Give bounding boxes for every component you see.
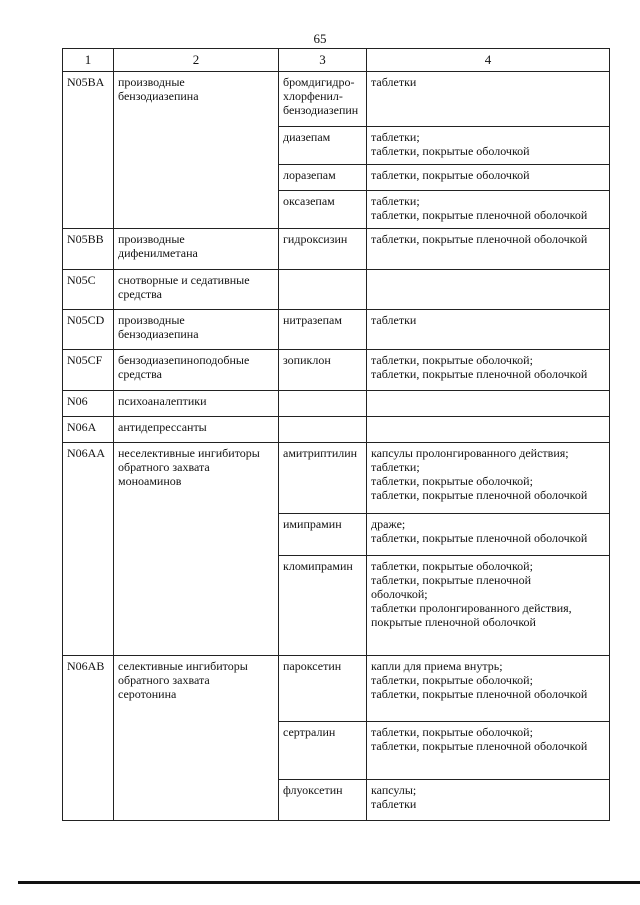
dosage-form-cell	[367, 417, 610, 443]
drug-name-cell-line: флуоксетин	[283, 783, 343, 797]
dosage-form-cell-line: капсулы;	[371, 783, 417, 797]
dosage-form-cell-line: таблетки, покрытые оболочкой;	[371, 559, 533, 573]
dosage-form-cell	[367, 556, 610, 656]
dosage-form-cell	[367, 127, 610, 165]
group-cell	[114, 310, 279, 350]
dosage-form-cell-line: капли для приема внутрь;	[371, 659, 503, 673]
atc-code-cell: N05CD	[63, 310, 114, 350]
table-row	[63, 443, 610, 514]
drug-name-cell	[279, 229, 367, 270]
group-cell-line: психоаналептики	[118, 394, 207, 408]
dosage-form-cell-line: таблетки, покрытые пленочной оболочкой	[371, 488, 588, 502]
group-cell-line: производные	[118, 232, 185, 246]
atc-code-cell: N05C	[63, 270, 114, 310]
drug-name-cell-line: сертралин	[283, 725, 336, 739]
dosage-form-cell	[367, 722, 610, 780]
group-cell	[114, 443, 279, 656]
dosage-form-cell-line: таблетки, покрытые оболочкой;	[371, 474, 533, 488]
group-cell-line: бензодиазепина	[118, 327, 199, 341]
dosage-form-cell	[367, 229, 610, 270]
drug-name-cell-line: кломипрамин	[283, 559, 353, 573]
dosage-form-cell-line: таблетки, покрытые пленочной оболочкой	[371, 367, 588, 381]
dosage-form-cell-line: таблетки, покрытые пленочной оболочкой	[371, 232, 588, 246]
group-cell	[114, 391, 279, 417]
drug-name-cell	[279, 270, 367, 310]
dosage-form-cell-line: таблетки;	[371, 460, 420, 474]
drug-name-cell-line: амитриптилин	[283, 446, 358, 460]
dosage-form-cell	[367, 391, 610, 417]
drug-name-cell	[279, 556, 367, 656]
dosage-form-cell	[367, 656, 610, 722]
drug-name-cell-line: лоразепам	[283, 168, 336, 182]
drug-name-cell-line: бензодиазепин	[283, 103, 359, 117]
column-header-3: 3	[279, 49, 367, 72]
drug-name-cell	[279, 72, 367, 127]
atc-code-cell: N06AB	[63, 656, 114, 821]
dosage-form-cell-line: таблетки пролонгированного действия,	[371, 601, 572, 615]
group-cell	[114, 417, 279, 443]
drug-name-cell	[279, 780, 367, 821]
group-cell-line: моноаминов	[118, 474, 182, 488]
drug-name-cell-line: пароксетин	[283, 659, 342, 673]
atc-code-cell: N05CF	[63, 350, 114, 391]
dosage-form-cell-line: таблетки, покрытые оболочкой;	[371, 673, 533, 687]
drug-name-cell	[279, 514, 367, 556]
dosage-form-cell-line: таблетки;	[371, 130, 420, 144]
drug-name-cell	[279, 310, 367, 350]
table-row	[63, 310, 610, 350]
atc-code-cell: N06AA	[63, 443, 114, 656]
drug-name-cell	[279, 656, 367, 722]
group-cell-line: обратного захвата	[118, 460, 210, 474]
group-cell-line: селективные ингибиторы	[118, 659, 248, 673]
dosage-form-cell-line: покрытые пленочной оболочкой	[371, 615, 536, 629]
dosage-form-cell-line: таблетки, покрытые оболочкой;	[371, 725, 533, 739]
dosage-form-cell	[367, 443, 610, 514]
column-header-1: 1	[63, 49, 114, 72]
group-cell-line: неселективные ингибиторы	[118, 446, 260, 460]
drug-name-cell	[279, 443, 367, 514]
drug-name-cell-line: гидроксизин	[283, 232, 348, 246]
dosage-form-cell-line: таблетки, покрытые пленочной оболочкой	[371, 531, 588, 545]
column-header-4: 4	[367, 49, 610, 72]
dosage-form-cell-line: драже;	[371, 517, 406, 531]
dosage-form-cell-line: таблетки;	[371, 194, 420, 208]
group-cell	[114, 270, 279, 310]
dosage-form-cell-line: таблетки, покрытые пленочной оболочкой	[371, 739, 588, 753]
drug-table	[62, 48, 610, 821]
drug-name-cell-line: диазепам	[283, 130, 331, 144]
drug-name-cell-line: хлорфенил-	[283, 89, 343, 103]
drug-name-cell-line: оксазепам	[283, 194, 335, 208]
table-header-row	[63, 49, 610, 72]
drug-name-cell	[279, 391, 367, 417]
dosage-form-cell	[367, 270, 610, 310]
dosage-form-cell	[367, 165, 610, 191]
page-number: 65	[313, 31, 327, 46]
drug-name-cell	[279, 722, 367, 780]
table-row	[63, 391, 610, 417]
drug-name-cell	[279, 165, 367, 191]
group-cell-line: антидепрессанты	[118, 420, 207, 434]
group-cell-line: бензодиазепиноподобные	[118, 353, 250, 367]
drug-name-cell	[279, 350, 367, 391]
group-cell-line: производные	[118, 313, 185, 327]
group-cell-line: обратного захвата	[118, 673, 210, 687]
dosage-form-cell-line: таблетки	[371, 797, 417, 811]
dosage-form-cell	[367, 350, 610, 391]
dosage-form-cell-line: таблетки, покрытые пленочной	[371, 573, 532, 587]
table-row	[63, 417, 610, 443]
dosage-form-cell	[367, 191, 610, 229]
group-cell-line: бензодиазепина	[118, 89, 199, 103]
group-cell	[114, 72, 279, 229]
table-row	[63, 72, 610, 127]
group-cell-line: средства	[118, 367, 163, 381]
group-cell-line: производные	[118, 75, 185, 89]
drug-name-cell	[279, 191, 367, 229]
table-body	[63, 72, 610, 821]
dosage-form-cell-line: таблетки	[371, 75, 417, 89]
table-row	[63, 656, 610, 722]
drug-name-cell-line: зопиклон	[283, 353, 331, 367]
dosage-form-cell-line: таблетки, покрытые пленочной оболочкой	[371, 208, 588, 222]
bottom-rule	[18, 881, 640, 884]
dosage-form-cell-line: таблетки, покрытые пленочной оболочкой	[371, 687, 588, 701]
drug-name-cell	[279, 127, 367, 165]
group-cell-line: снотворные и седативные	[118, 273, 250, 287]
drug-name-cell-line: имипрамин	[283, 517, 342, 531]
atc-code-cell: N05BA	[63, 72, 114, 229]
table-row	[63, 229, 610, 270]
drug-name-cell	[279, 417, 367, 443]
group-cell	[114, 350, 279, 391]
dosage-form-cell	[367, 310, 610, 350]
atc-code-cell: N06	[63, 391, 114, 417]
table-row	[63, 350, 610, 391]
table-row	[63, 270, 610, 310]
dosage-form-cell-line: таблетки, покрытые оболочкой	[371, 144, 530, 158]
dosage-form-cell	[367, 514, 610, 556]
dosage-form-cell	[367, 72, 610, 127]
dosage-form-cell-line: таблетки, покрытые оболочкой;	[371, 353, 533, 367]
dosage-form-cell-line: оболочкой;	[371, 587, 428, 601]
group-cell-line: средства	[118, 287, 163, 301]
dosage-form-cell-line: таблетки, покрытые оболочкой	[371, 168, 530, 182]
group-cell	[114, 229, 279, 270]
group-cell-line: серотонина	[118, 687, 177, 701]
drug-name-cell-line: нитразепам	[283, 313, 342, 327]
dosage-form-cell-line: таблетки	[371, 313, 417, 327]
atc-code-cell: N06A	[63, 417, 114, 443]
group-cell-line: дифенилметана	[118, 246, 198, 260]
drug-name-cell-line: бромдигидро-	[283, 75, 355, 89]
dosage-form-cell	[367, 780, 610, 821]
dosage-form-cell-line: капсулы пролонгированного действия;	[371, 446, 569, 460]
column-header-2: 2	[114, 49, 279, 72]
group-cell	[114, 656, 279, 821]
atc-code-cell: N05BB	[63, 229, 114, 270]
